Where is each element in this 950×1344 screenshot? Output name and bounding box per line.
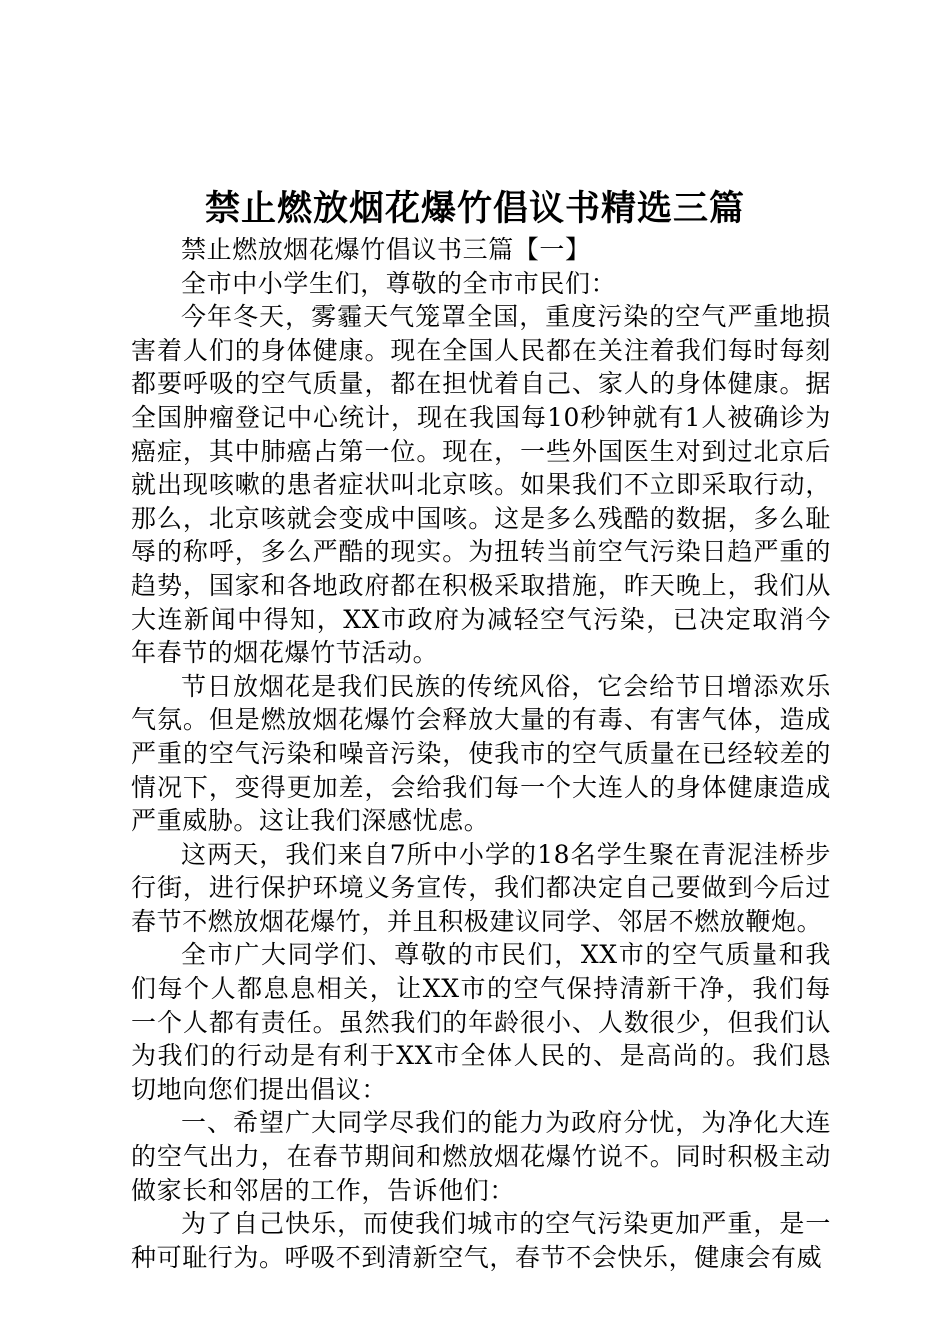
salutation: 全市中小学生们，尊敬的全市市民们： bbox=[181, 268, 617, 298]
paragraph: 一、希望广大同学尽我们的能力为政府分忧，为净化大连的空气出力，在春节期间和燃放烟花爆竹说不。同时积极主动做家长和邻居的工作，告诉他们： bbox=[131, 1108, 831, 1205]
section-heading: 禁止燃放烟花爆竹倡议书三篇【一】 bbox=[181, 235, 591, 264]
paragraph: 节日放烟花是我们民族的传统风俗，它会给节日增添欢乐气氛。但是燃放烟花爆竹会释放大量的有毒、有害气体，造成严重的空气污染和噪音污染，使我市的空气质量在已经较差的情况下，变得更加差，会给我们每一个大连人的身体健康造成严重威胁。这让我们深感忧虑。 bbox=[131, 671, 831, 836]
paragraph: 全市广大同学们、尊敬的市民们，XX市的空气质量和我们每个人都息息相关，让XX市的空气保持清新干净，我们每一个人都有责任。虽然我们的年龄很小、人数很少，但我们认为我们的行动是有利于XX市全体人民的、是高尚的。我们恳切地向您们提出倡议： bbox=[131, 940, 831, 1104]
paragraph: 为了自己快乐，而使我们城市的空气污染更加严重，是一种可耻行为。呼吸不到清新空气，春节不会快乐，健康会有威 bbox=[131, 1209, 831, 1272]
paragraph: 这两天，我们来自7所中小学的18名学生聚在青泥洼桥步行街，进行保护环境义务宣传，我们都决定自己要做到今后过春节不燃放烟花爆竹，并且积极建议同学、邻居不燃放鞭炮。 bbox=[131, 839, 831, 936]
document-body bbox=[131, 233, 831, 1274]
paragraph: 今年冬天，雾霾天气笼罩全国，重度污染的空气严重地损害着人们的身体健康。现在全国人民都在关注着我们每时每刻都要呼吸的空气质量，都在担忧着自己、家人的身体健康。据全国肿瘤登记中心统计，现在我国每10秒钟就有1人被确诊为癌症，其中肺癌占第一位。现在，一些外国医生对到过北京后就出现咳嗽的患者症状叫北京咳。如果我们不立即采取行动，那么，北京咳就会变成中国咳。这是多么残酷的数据，多么耻辱的称呼，多么严酷的现实。为扭转当前空气污染日趋严重的趋势，国家和各地政府都在积极采取措施，昨天晚上，我们从大连新闻中得知，XX市政府为减轻空气污染，已决定取消今年春节的烟花爆竹节活动。 bbox=[131, 302, 831, 668]
document-title: 禁止燃放烟花爆竹倡议书精选三篇 bbox=[204, 189, 745, 229]
